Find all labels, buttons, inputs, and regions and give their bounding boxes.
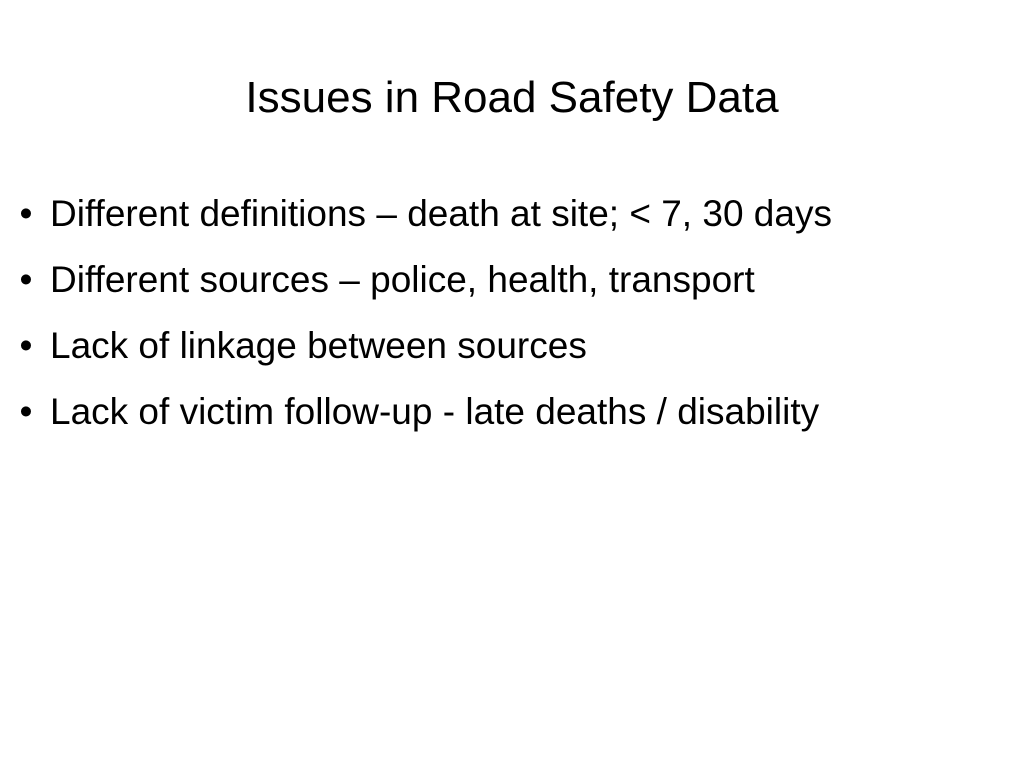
slide-title: Issues in Road Safety Data — [245, 73, 779, 122]
bullet-item-definitions — [16, 188, 1016, 254]
bullet-item-sources — [16, 254, 1016, 320]
bullet-text: Different sources – police, health, transport — [50, 259, 755, 300]
bullet-item-follow-up — [16, 386, 1016, 452]
bullet-text: Lack of linkage between sources — [50, 325, 587, 366]
bullet-text: Different definitions – death at site; < 7, 30 days — [50, 193, 832, 234]
bullet-icon: • — [19, 259, 33, 300]
bullet-icon: • — [19, 391, 33, 432]
bullet-text: Lack of victim follow-up - late deaths / disability — [50, 391, 820, 432]
bullet-list — [16, 188, 1016, 452]
bullet-icon: • — [19, 193, 33, 234]
bullet-item-linkage — [16, 320, 1016, 386]
bullet-icon: • — [19, 325, 33, 366]
